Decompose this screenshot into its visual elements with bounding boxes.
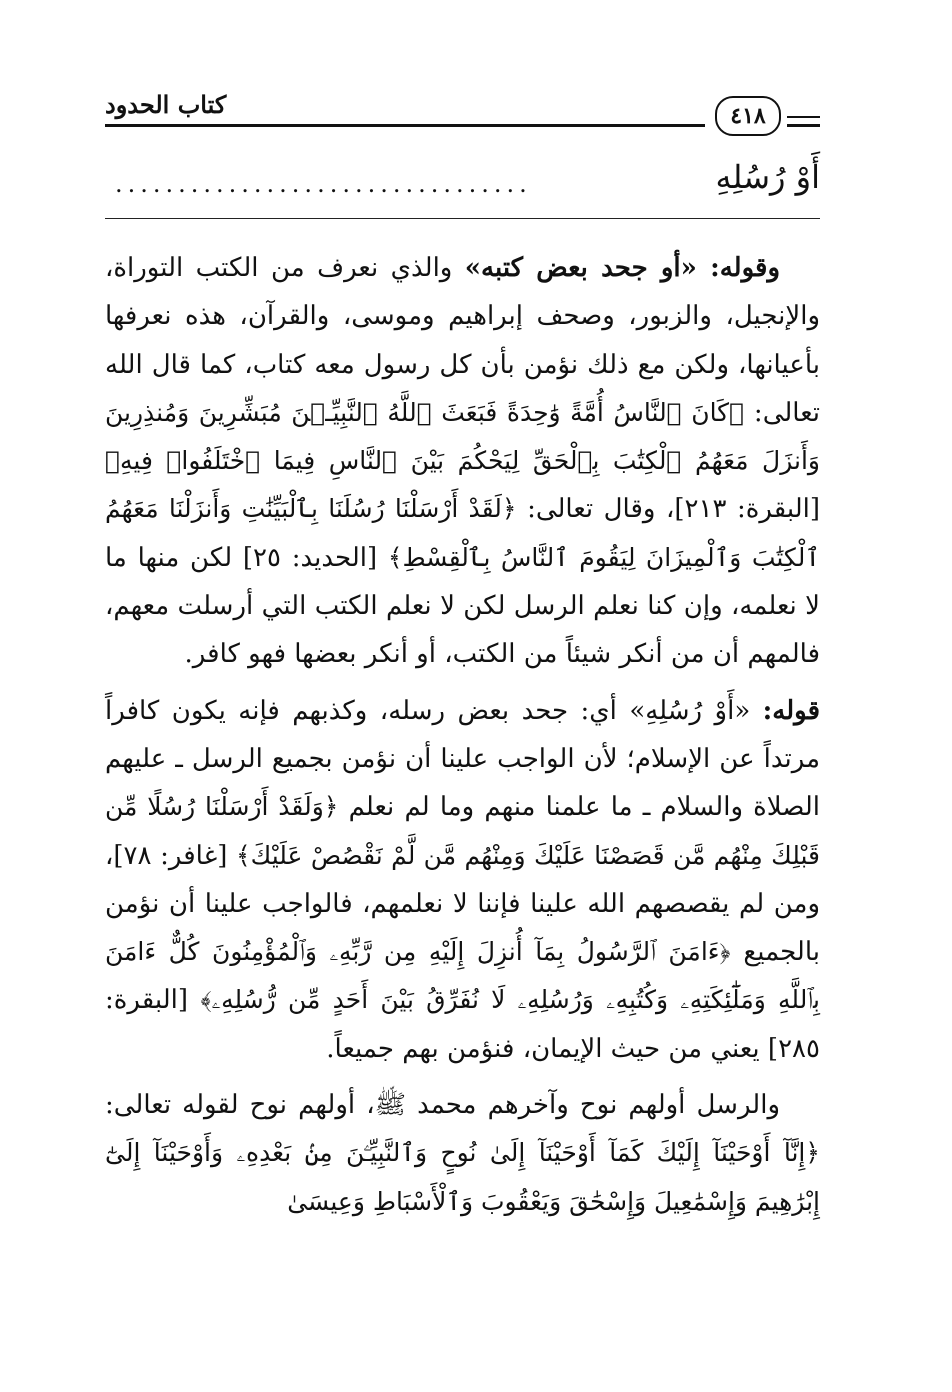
verse-reference: [الحديد: ٢٥] لكن منها ما لا نعلمه، وإن كنا نعلم الرسل لكن لا نعلم الكتب التي أرسلت معهم، فالمهم أن من أنكر شيئاً من الكتب، أو أنكر بعضها فهو كافر. xyxy=(105,542,820,670)
matn-text: أَوْ رُسُلِهِ xyxy=(715,158,820,196)
matn-dots: ................................. xyxy=(115,170,532,198)
matn-line xyxy=(105,150,820,210)
paragraph-lead: قوله: xyxy=(762,695,820,726)
paragraph-1 xyxy=(105,244,820,679)
verse-reference: [غافر: ٧٨]، ومن لم يقصصهم الله علينا فإننا لا نعلمهم، فالواجب علينا أن نؤمن بالجميع xyxy=(105,840,821,968)
verse-reference: [البقرة: ٢٨٥] يعني من حيث الإيمان، فنؤمن بهم جميعاً. xyxy=(105,985,820,1064)
header-rule xyxy=(105,124,705,127)
quran-verse: ﴿كَانَ ٱلنَّاسُ أُمَّةً وَٰحِدَةً فَبَعَثَ ٱللَّهُ ٱلنَّبِيِّـۧنَ مُبَشِّرِينَ وَمُنذِرِينَ وَأَنزَلَ مَعَهُمُ ٱلْكِتَٰبَ بِٱلْحَقِّ لِيَحْكُمَ بَيْنَ ٱلنَّاسِ فِيمَا ٱخْتَلَفُوا۟ فِيهِ﴾ xyxy=(105,397,820,476)
paragraph-text: أي: جحد بعض رسله، وكذبهم فإنه يكون كافراً مرتداً عن الإسلام؛ لأن الواجب علينا أن نؤمن بجميع الرسل ـ عليهم الصلاة والسلام ـ ما علمنا منهم وما لم نعلم xyxy=(105,695,821,823)
matn-divider xyxy=(105,218,820,219)
quran-verse: ﴿إِنَّآ أَوْحَيْنَآ إِلَيْكَ كَمَآ أَوْحَيْنَآ إِلَىٰ نُوحٍ وَٱلنَّبِيِّـۧنَ مِنۢ بَعْدِهِۦ وَأَوْحَيْنَآ إِلَىٰٓ إِبْرَٰهِيمَ وَإِسْمَٰعِيلَ وَإِسْحَٰقَ وَيَعْقُوبَ وَٱلْأَسْبَاطِ وَعِيسَىٰ xyxy=(105,1138,820,1216)
matn-quote: «أَوْ رُسُلِهِ» xyxy=(629,695,763,726)
page-header xyxy=(105,84,820,140)
header-rule-short xyxy=(787,124,820,127)
quran-verse: ﴿وَلَقَدْ أَرْسَلْنَا رُسُلًا مِّن قَبْلِكَ مِنْهُم مَّن قَصَصْنَا عَلَيْكَ وَمِنْهُم مَّن لَّمْ نَقْصُصْ عَلَيْكَ﴾ xyxy=(105,792,820,870)
paragraph-text: والذي نعرف من الكتب التوراة، والإنجيل، والزبور، وصحف إبراهيم وموسى، والقرآن، هذه نعرفها بأعيانها، ولكن مع ذلك نؤمن بأن كل رسول معه كتاب، كما قال الله تعالى: xyxy=(105,253,820,428)
paragraph-2 xyxy=(105,687,820,1073)
verse-reference: [البقرة: ٢١٣]، وقال تعالى: xyxy=(516,494,821,525)
paragraph-3 xyxy=(105,1081,820,1226)
quran-verse: ﴿ءَامَنَ ٱلرَّسُولُ بِمَآ أُنزِلَ إِلَيْهِ مِن رَّبِّهِۦ وَٱلْمُؤْمِنُونَ كُلٌّ ءَامَنَ بِٱللَّهِ وَمَلَٰٓئِكَتِهِۦ وَكُتُبِهِۦ وَرُسُلِهِۦ لَا نُفَرِّقُ بَيْنَ أَحَدٍ مِّن رُّسُلِهِۦ﴾ xyxy=(105,937,820,1015)
quran-verse: ﴿لَقَدْ أَرْسَلْنَا رُسُلَنَا بِٱلْبَيِّنَٰتِ وَأَنزَلْنَا مَعَهُمُ ٱلْكِتَٰبَ وَٱلْمِيزَانَ لِيَقُومَ ٱلنَّاسُ بِٱلْقِسْطِ﴾ xyxy=(105,494,820,572)
paragraph-lead: وقوله: «أو جحد بعض كتبه» xyxy=(464,253,780,283)
header-rule-double xyxy=(787,116,820,118)
book-title: كتاب الحدود xyxy=(105,90,227,119)
commentary-body xyxy=(105,244,820,1234)
page-number: ٤١٨ xyxy=(715,96,781,136)
paragraph-text: والرسل أولهم نوح وآخرهم محمد ﷺ، أولهم نوح لقوله تعالى: xyxy=(105,1090,780,1121)
